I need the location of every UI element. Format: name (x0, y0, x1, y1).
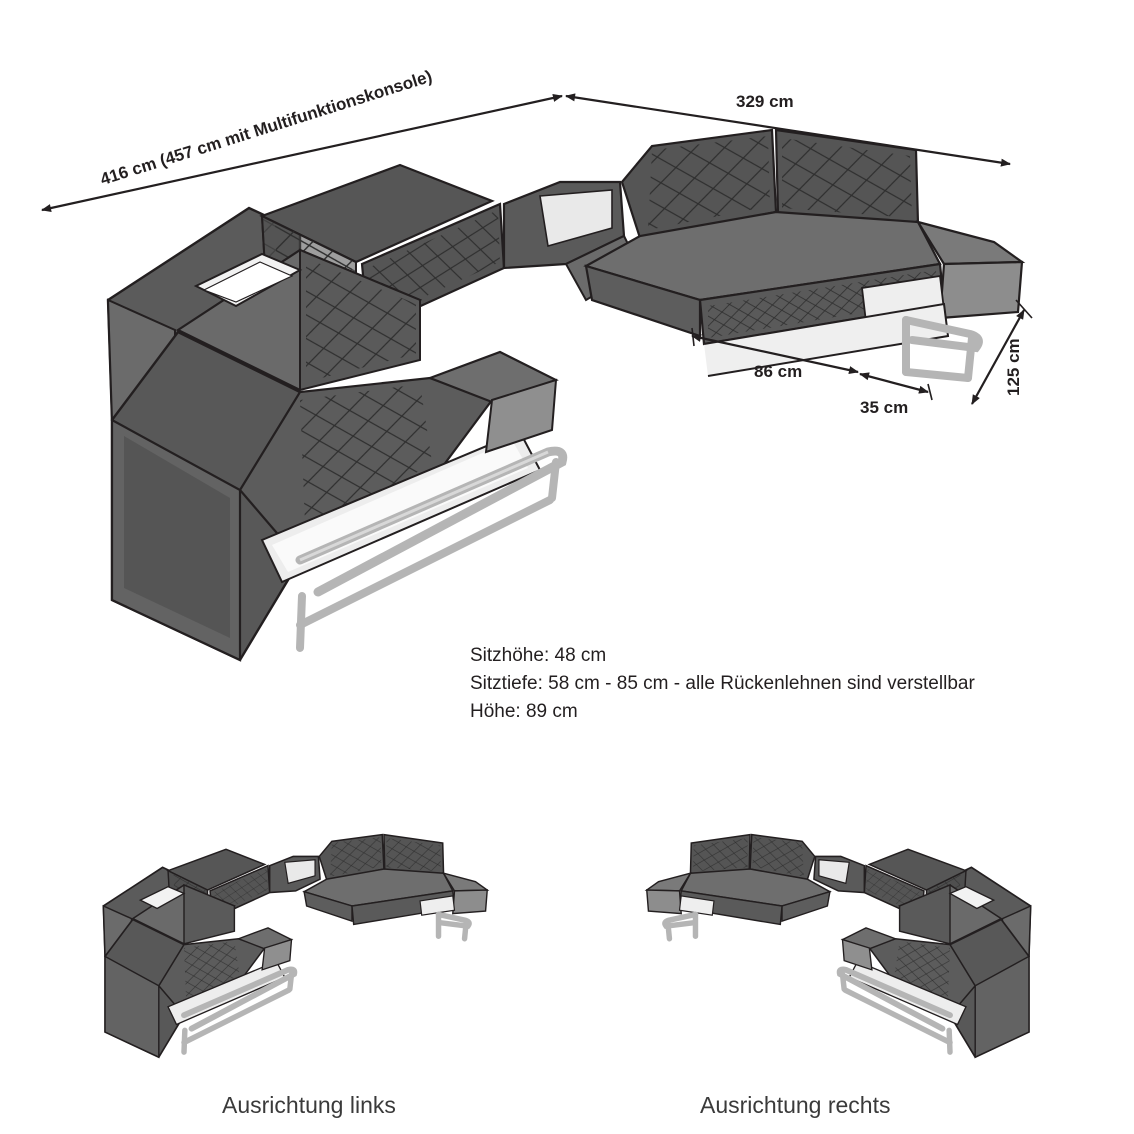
right-wing (586, 130, 1022, 378)
dimension-label-416: 416 cm (457 cm mit Multifunktionskonsole) (97, 66, 435, 190)
spec-height: Höhe: 89 cm (470, 701, 578, 722)
main-sofa-illustration (108, 130, 1022, 660)
variant-left-illustration (103, 835, 487, 1058)
variant-caption-left: Ausrichtung links (222, 1092, 396, 1118)
variant-caption-right: Ausrichtung rechts (700, 1092, 891, 1118)
dimension-label-125: 125 cm (1004, 338, 1023, 396)
specifications-block (470, 642, 975, 726)
dimension-label-35: 35 cm (860, 398, 909, 417)
variant-right-illustration (647, 835, 1031, 1058)
spec-seat-depth: Sitztiefe: 58 cm - 85 cm - alle Rückenlehnen sind verstellbar (470, 673, 975, 694)
dimension-label-86: 86 cm (754, 362, 803, 381)
dimension-label-329: 329 cm (736, 92, 794, 111)
spec-seat-height: Sitzhöhe: 48 cm (470, 645, 607, 666)
left-wing (108, 165, 563, 660)
